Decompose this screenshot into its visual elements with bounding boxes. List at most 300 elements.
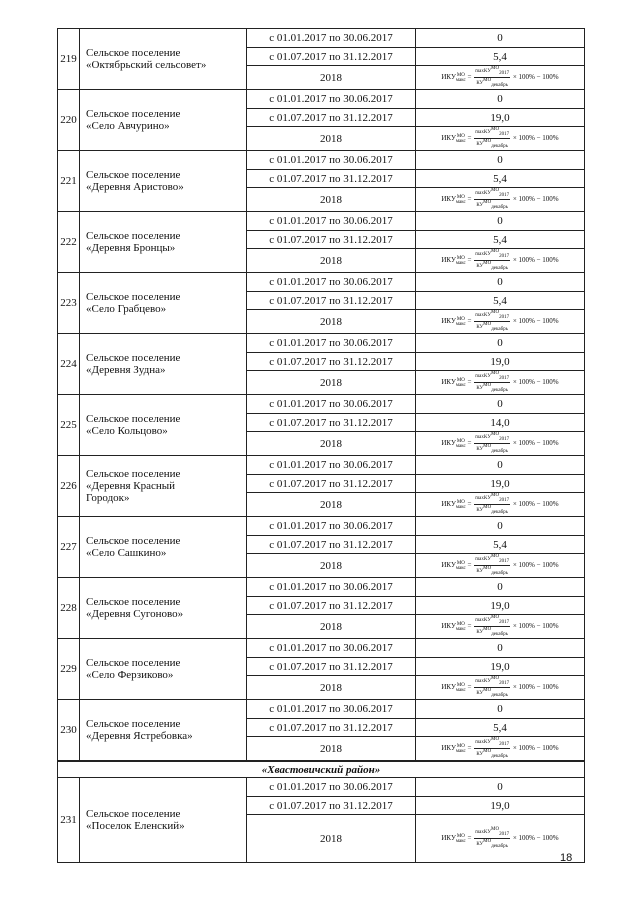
formula-den-text: КУ: [476, 81, 484, 86]
settlement-name: [80, 395, 247, 456]
formula-cell: [416, 493, 585, 517]
settlement-name: [80, 700, 247, 762]
formula-numerator: [474, 737, 510, 749]
formula-tail: × 100% − 100%: [511, 622, 559, 631]
formula-denominator: [474, 505, 510, 516]
municipal-table: [57, 28, 585, 863]
formula-lhs-sub: макс: [455, 838, 466, 844]
period-second-half: с 01.07.2017 по 31.12.2017: [247, 292, 416, 310]
settlement-name-line2: «Село Авчурино»: [86, 120, 170, 132]
formula-cell: [416, 432, 585, 456]
value-second-half: 19,0: [416, 658, 585, 676]
formula-lhs-sup: МО: [456, 833, 465, 839]
formula-fraction: [474, 432, 510, 455]
formula-fraction: [474, 66, 510, 89]
formula-tail: × 100% − 100%: [511, 317, 559, 326]
period-second-half: с 01.07.2017 по 31.12.2017: [247, 170, 416, 188]
formula-lhs-indices: [456, 500, 466, 510]
table-row: [58, 456, 585, 475]
formula-lhs: ИКУ: [441, 378, 456, 387]
settlement-name-line1: Сельское поселение: [86, 535, 181, 547]
formula-tail: × 100% − 100%: [511, 834, 559, 843]
formula-fraction: [474, 249, 510, 272]
formula-fraction: [474, 827, 510, 850]
settlement-name-line1: Сельское поселение: [86, 596, 181, 608]
formula-equals: =: [465, 834, 474, 843]
formula-den-sub: декабрь: [491, 754, 508, 759]
value-second-half: 5,4: [416, 48, 585, 66]
row-number: 231: [58, 778, 80, 863]
settlement-name: [80, 212, 247, 273]
settlement-name-line1: Сельское поселение: [86, 108, 181, 120]
settlement-name-line2: «Село Сашкино»: [86, 547, 167, 559]
formula-den-sub: декабрь: [491, 571, 508, 576]
value-second-half: 14,0: [416, 414, 585, 432]
formula-den-sup: МО: [483, 261, 492, 266]
value-second-half: 19,0: [416, 353, 585, 371]
settlement-name: [80, 639, 247, 700]
settlement-name-line2: «Деревня Зудна»: [86, 364, 166, 376]
formula-den-sup: МО: [483, 749, 492, 754]
row-number: 224: [58, 334, 80, 395]
formula-num-sub: 2017: [499, 71, 510, 76]
formula-lhs-indices: [456, 317, 466, 327]
formula-lhs-indices: [456, 561, 466, 571]
formula-den-text: КУ: [476, 264, 484, 269]
table-row: [58, 334, 585, 353]
value-second-half: 5,4: [416, 536, 585, 554]
formula-equals: =: [465, 439, 474, 448]
formula-denominator: [474, 322, 510, 333]
year-cell: 2018: [247, 493, 416, 517]
formula-den-text: КУ: [476, 569, 484, 574]
value-first-half: 0: [416, 639, 585, 658]
value-second-half: 19,0: [416, 475, 585, 493]
value-first-half: 0: [416, 395, 585, 414]
value-first-half: 0: [416, 212, 585, 231]
period-first-half: с 01.01.2017 по 30.06.2017: [247, 700, 416, 719]
settlement-name: [80, 151, 247, 212]
period-first-half: с 01.01.2017 по 30.06.2017: [247, 151, 416, 170]
formula-lhs-sup: МО: [456, 72, 465, 78]
formula-lhs: ИКУ: [441, 500, 456, 509]
period-second-half: с 01.07.2017 по 31.12.2017: [247, 231, 416, 249]
formula-den-text: КУ: [476, 447, 484, 452]
formula-denominator: [474, 383, 510, 394]
formula-lhs-indices: [456, 744, 466, 754]
formula-lhs-indices: [456, 622, 466, 632]
value-first-half: 0: [416, 778, 585, 797]
formula-lhs-sub: макс: [455, 199, 466, 205]
year-cell: 2018: [247, 310, 416, 334]
value-second-half: 5,4: [416, 292, 585, 310]
formula-lhs-indices: [456, 195, 466, 205]
formula-tail: × 100% − 100%: [511, 439, 559, 448]
formula-fraction: [474, 554, 510, 577]
formula-lhs-sup: МО: [456, 133, 465, 139]
formula-den-sub: декабрь: [491, 327, 508, 332]
formula-num-text: maxKУ: [475, 740, 491, 745]
settlement-name: [80, 517, 247, 578]
formula-num-text: maxKУ: [475, 191, 491, 196]
settlement-name-line2: «Деревня Аристово»: [86, 181, 184, 193]
period-first-half: с 01.01.2017 по 30.06.2017: [247, 212, 416, 231]
formula-denominator: [474, 78, 510, 89]
formula-lhs-sup: МО: [456, 377, 465, 383]
formula-numerator: [474, 554, 510, 566]
formula-numerator: [474, 432, 510, 444]
formula-num-sub: 2017: [499, 193, 510, 198]
district-header: «Хвастовичский район»: [58, 761, 585, 778]
table-row: [58, 700, 585, 719]
formula-lhs: ИКУ: [441, 561, 456, 570]
settlement-name-line1: Сельское поселение: [86, 468, 181, 480]
formula-denominator: [474, 200, 510, 211]
formula-num-sup: MO: [491, 188, 500, 193]
formula-num-sub: 2017: [499, 742, 510, 747]
period-second-half: с 01.07.2017 по 31.12.2017: [247, 797, 416, 815]
settlement-name: [80, 778, 247, 863]
formula-lhs-sub: макс: [455, 748, 466, 754]
formula-num-sup: MO: [491, 676, 500, 681]
formula-lhs-sub: макс: [455, 443, 466, 449]
formula-num-sup: MO: [491, 127, 500, 132]
value-first-half: 0: [416, 151, 585, 170]
settlement-name-line2: «Деревня Бронцы»: [86, 242, 176, 254]
year-cell: 2018: [247, 127, 416, 151]
period-first-half: с 01.01.2017 по 30.06.2017: [247, 395, 416, 414]
formula-lhs: ИКУ: [441, 622, 456, 631]
formula-num-text: maxKУ: [475, 435, 491, 440]
page-number: 18: [560, 852, 573, 864]
formula-denominator: [474, 839, 510, 850]
formula-lhs: ИКУ: [441, 73, 456, 82]
formula-cell: [416, 371, 585, 395]
formula-num-sup: MO: [491, 310, 500, 315]
period-second-half: с 01.07.2017 по 31.12.2017: [247, 414, 416, 432]
formula-fraction: [474, 127, 510, 150]
row-number: 221: [58, 151, 80, 212]
formula-equals: =: [465, 622, 474, 631]
formula-lhs: ИКУ: [441, 834, 456, 843]
formula-num-sup: MO: [491, 66, 500, 71]
formula-num-sup: MO: [491, 615, 500, 620]
period-first-half: с 01.01.2017 по 30.06.2017: [247, 90, 416, 109]
formula-lhs-sup: МО: [456, 560, 465, 566]
formula-den-text: КУ: [476, 142, 484, 147]
formula-fraction: [474, 737, 510, 760]
formula-cell: [416, 66, 585, 90]
district-row: [58, 761, 585, 778]
settlement-name-line2: «Деревня Ястребовка»: [86, 730, 193, 742]
formula-equals: =: [465, 378, 474, 387]
period-first-half: с 01.01.2017 по 30.06.2017: [247, 578, 416, 597]
formula-numerator: [474, 249, 510, 261]
formula-den-sub: декабрь: [491, 632, 508, 637]
formula-cell: [416, 249, 585, 273]
formula-den-sub: декабрь: [491, 510, 508, 515]
formula-lhs-indices: [456, 683, 466, 693]
formula-num-text: maxKУ: [475, 496, 491, 501]
formula-lhs-sub: макс: [455, 626, 466, 632]
formula-numerator: [474, 371, 510, 383]
year-cell: 2018: [247, 249, 416, 273]
settlement-name-line1: Сельское поселение: [86, 657, 181, 669]
settlement-name-line2: «Поселок Еленский»: [86, 820, 185, 832]
period-second-half: с 01.07.2017 по 31.12.2017: [247, 597, 416, 615]
value-first-half: 0: [416, 456, 585, 475]
formula-num-text: maxKУ: [475, 618, 491, 623]
period-first-half: с 01.01.2017 по 30.06.2017: [247, 456, 416, 475]
formula-fraction: [474, 493, 510, 516]
formula-denominator: [474, 688, 510, 699]
value-second-half: 19,0: [416, 797, 585, 815]
formula-fraction: [474, 371, 510, 394]
formula-num-sub: 2017: [499, 559, 510, 564]
period-second-half: с 01.07.2017 по 31.12.2017: [247, 475, 416, 493]
period-first-half: с 01.01.2017 по 30.06.2017: [247, 273, 416, 292]
formula-lhs-indices: [456, 73, 466, 83]
formula-lhs: ИКУ: [441, 744, 456, 753]
period-second-half: с 01.07.2017 по 31.12.2017: [247, 353, 416, 371]
formula-cell: [416, 554, 585, 578]
formula-numerator: [474, 66, 510, 78]
formula-lhs-sub: макс: [455, 260, 466, 266]
settlement-name-line1: Сельское поселение: [86, 47, 181, 59]
formula-lhs-indices: [456, 378, 466, 388]
formula-den-sub: декабрь: [491, 205, 508, 210]
formula-num-text: maxKУ: [475, 69, 491, 74]
formula-num-sub: 2017: [499, 832, 510, 837]
row-number: 223: [58, 273, 80, 334]
settlement-name-line1: Сельское поселение: [86, 169, 181, 181]
settlement-name: [80, 456, 247, 517]
formula-den-sup: МО: [483, 505, 492, 510]
settlement-name-line1: Сельское поселение: [86, 718, 181, 730]
formula-cell: [416, 615, 585, 639]
formula-equals: =: [465, 744, 474, 753]
formula-den-sub: декабрь: [491, 693, 508, 698]
settlement-name-line3: Городок»: [86, 492, 130, 504]
formula-lhs-indices: [456, 834, 466, 844]
formula-den-sup: МО: [483, 383, 492, 388]
row-number: 222: [58, 212, 80, 273]
formula-den-text: КУ: [476, 752, 484, 757]
row-number: 226: [58, 456, 80, 517]
formula-den-sub: декабрь: [491, 144, 508, 149]
formula-den-text: КУ: [476, 508, 484, 513]
formula-den-text: КУ: [476, 842, 484, 847]
formula-lhs-sup: МО: [456, 438, 465, 444]
formula-tail: × 100% − 100%: [511, 500, 559, 509]
year-cell: 2018: [247, 676, 416, 700]
settlement-name-line1: Сельское поселение: [86, 808, 181, 820]
formula-cell: [416, 127, 585, 151]
value-first-half: 0: [416, 29, 585, 48]
formula-num-text: maxKУ: [475, 374, 491, 379]
table-row: [58, 90, 585, 109]
value-second-half: 19,0: [416, 597, 585, 615]
formula-numerator: [474, 615, 510, 627]
value-second-half: 19,0: [416, 109, 585, 127]
settlement-name-line1: Сельское поселение: [86, 413, 181, 425]
formula-lhs-indices: [456, 134, 466, 144]
formula-lhs-sup: МО: [456, 743, 465, 749]
year-cell: 2018: [247, 188, 416, 212]
formula-num-sup: MO: [491, 493, 500, 498]
year-cell: 2018: [247, 615, 416, 639]
value-second-half: 5,4: [416, 170, 585, 188]
formula-num-text: maxKУ: [475, 557, 491, 562]
formula-lhs-sub: макс: [455, 565, 466, 571]
row-number: 229: [58, 639, 80, 700]
formula-den-sup: МО: [483, 322, 492, 327]
formula-den-text: КУ: [476, 325, 484, 330]
formula-tail: × 100% − 100%: [511, 744, 559, 753]
formula-num-text: maxKУ: [475, 252, 491, 257]
formula-denominator: [474, 444, 510, 455]
period-second-half: с 01.07.2017 по 31.12.2017: [247, 48, 416, 66]
table-row: [58, 29, 585, 48]
settlement-name-line2: «Село Кольцово»: [86, 425, 168, 437]
settlement-name-line2: «Октябрьский сельсовет»: [86, 59, 207, 71]
formula-den-sup: МО: [483, 200, 492, 205]
formula-num-text: maxKУ: [475, 679, 491, 684]
formula-num-sub: 2017: [499, 254, 510, 259]
formula-lhs: ИКУ: [441, 317, 456, 326]
formula-lhs-indices: [456, 439, 466, 449]
formula-num-sup: MO: [491, 432, 500, 437]
formula-lhs: ИКУ: [441, 683, 456, 692]
formula-numerator: [474, 676, 510, 688]
formula-lhs-sup: МО: [456, 621, 465, 627]
formula-cell: [416, 737, 585, 762]
formula-lhs-sup: МО: [456, 682, 465, 688]
formula-equals: =: [465, 73, 474, 82]
period-first-half: с 01.01.2017 по 30.06.2017: [247, 334, 416, 353]
formula-den-sub: декабрь: [491, 266, 508, 271]
table-row: [58, 212, 585, 231]
formula-tail: × 100% − 100%: [511, 195, 559, 204]
table-row: [58, 395, 585, 414]
formula-denominator: [474, 627, 510, 638]
value-first-half: 0: [416, 578, 585, 597]
formula-lhs: ИКУ: [441, 195, 456, 204]
settlement-name: [80, 334, 247, 395]
formula-fraction: [474, 188, 510, 211]
period-first-half: с 01.01.2017 по 30.06.2017: [247, 639, 416, 658]
formula-numerator: [474, 493, 510, 505]
formula-equals: =: [465, 500, 474, 509]
formula-cell: [416, 188, 585, 212]
formula-num-sub: 2017: [499, 132, 510, 137]
formula-num-sub: 2017: [499, 376, 510, 381]
period-first-half: с 01.01.2017 по 30.06.2017: [247, 778, 416, 797]
value-first-half: 0: [416, 90, 585, 109]
formula-num-sup: MO: [491, 554, 500, 559]
settlement-name: [80, 90, 247, 151]
formula-tail: × 100% − 100%: [511, 134, 559, 143]
formula-numerator: [474, 188, 510, 200]
formula-den-sub: декабрь: [491, 388, 508, 393]
row-number: 227: [58, 517, 80, 578]
formula-num-text: maxKУ: [475, 130, 491, 135]
year-cell: 2018: [247, 66, 416, 90]
formula-equals: =: [465, 683, 474, 692]
formula-tail: × 100% − 100%: [511, 378, 559, 387]
year-cell: 2018: [247, 737, 416, 762]
settlement-name-line1: Сельское поселение: [86, 230, 181, 242]
table-row: [58, 517, 585, 536]
formula-denominator: [474, 749, 510, 760]
formula-den-text: КУ: [476, 691, 484, 696]
formula-equals: =: [465, 561, 474, 570]
value-first-half: 0: [416, 517, 585, 536]
formula-fraction: [474, 676, 510, 699]
formula-den-sup: МО: [483, 78, 492, 83]
formula-fraction: [474, 310, 510, 333]
formula-num-sup: MO: [491, 827, 500, 832]
formula-lhs-sup: МО: [456, 499, 465, 505]
formula-den-sup: МО: [483, 839, 492, 844]
formula-cell: [416, 676, 585, 700]
table-row: [58, 778, 585, 797]
formula-numerator: [474, 127, 510, 139]
settlement-name-line1: Сельское поселение: [86, 291, 181, 303]
settlement-name-line1: Сельское поселение: [86, 352, 181, 364]
settlement-name-line2: «Село Грабцево»: [86, 303, 167, 315]
formula-num-sub: 2017: [499, 437, 510, 442]
formula-num-sup: MO: [491, 737, 500, 742]
formula-den-sup: МО: [483, 627, 492, 632]
period-second-half: с 01.07.2017 по 31.12.2017: [247, 109, 416, 127]
formula-lhs-sub: макс: [455, 77, 466, 83]
formula-equals: =: [465, 317, 474, 326]
formula-num-sup: MO: [491, 371, 500, 376]
year-cell: 2018: [247, 815, 416, 863]
formula-cell: [416, 310, 585, 334]
formula-lhs: ИКУ: [441, 134, 456, 143]
formula-tail: × 100% − 100%: [511, 73, 559, 82]
settlement-name-line2: «Деревня Красный: [86, 480, 176, 492]
formula-den-sup: МО: [483, 688, 492, 693]
formula-lhs-sub: макс: [455, 321, 466, 327]
period-second-half: с 01.07.2017 по 31.12.2017: [247, 536, 416, 554]
formula-equals: =: [465, 195, 474, 204]
formula-tail: × 100% − 100%: [511, 256, 559, 265]
formula-num-sub: 2017: [499, 681, 510, 686]
formula-numerator: [474, 310, 510, 322]
value-first-half: 0: [416, 273, 585, 292]
formula-denominator: [474, 139, 510, 150]
year-cell: 2018: [247, 432, 416, 456]
settlement-name-line2: «Деревня Сугоново»: [86, 608, 184, 620]
formula-lhs: ИКУ: [441, 439, 456, 448]
formula-num-sub: 2017: [499, 498, 510, 503]
formula-lhs-sub: макс: [455, 138, 466, 144]
value-first-half: 0: [416, 334, 585, 353]
formula-lhs: ИКУ: [441, 256, 456, 265]
settlement-name: [80, 29, 247, 90]
table-row: [58, 151, 585, 170]
formula-den-sup: МО: [483, 566, 492, 571]
row-number: 219: [58, 29, 80, 90]
formula-den-text: КУ: [476, 386, 484, 391]
row-number: 225: [58, 395, 80, 456]
formula-lhs-sup: МО: [456, 194, 465, 200]
row-number: 228: [58, 578, 80, 639]
formula-lhs-sup: МО: [456, 316, 465, 322]
